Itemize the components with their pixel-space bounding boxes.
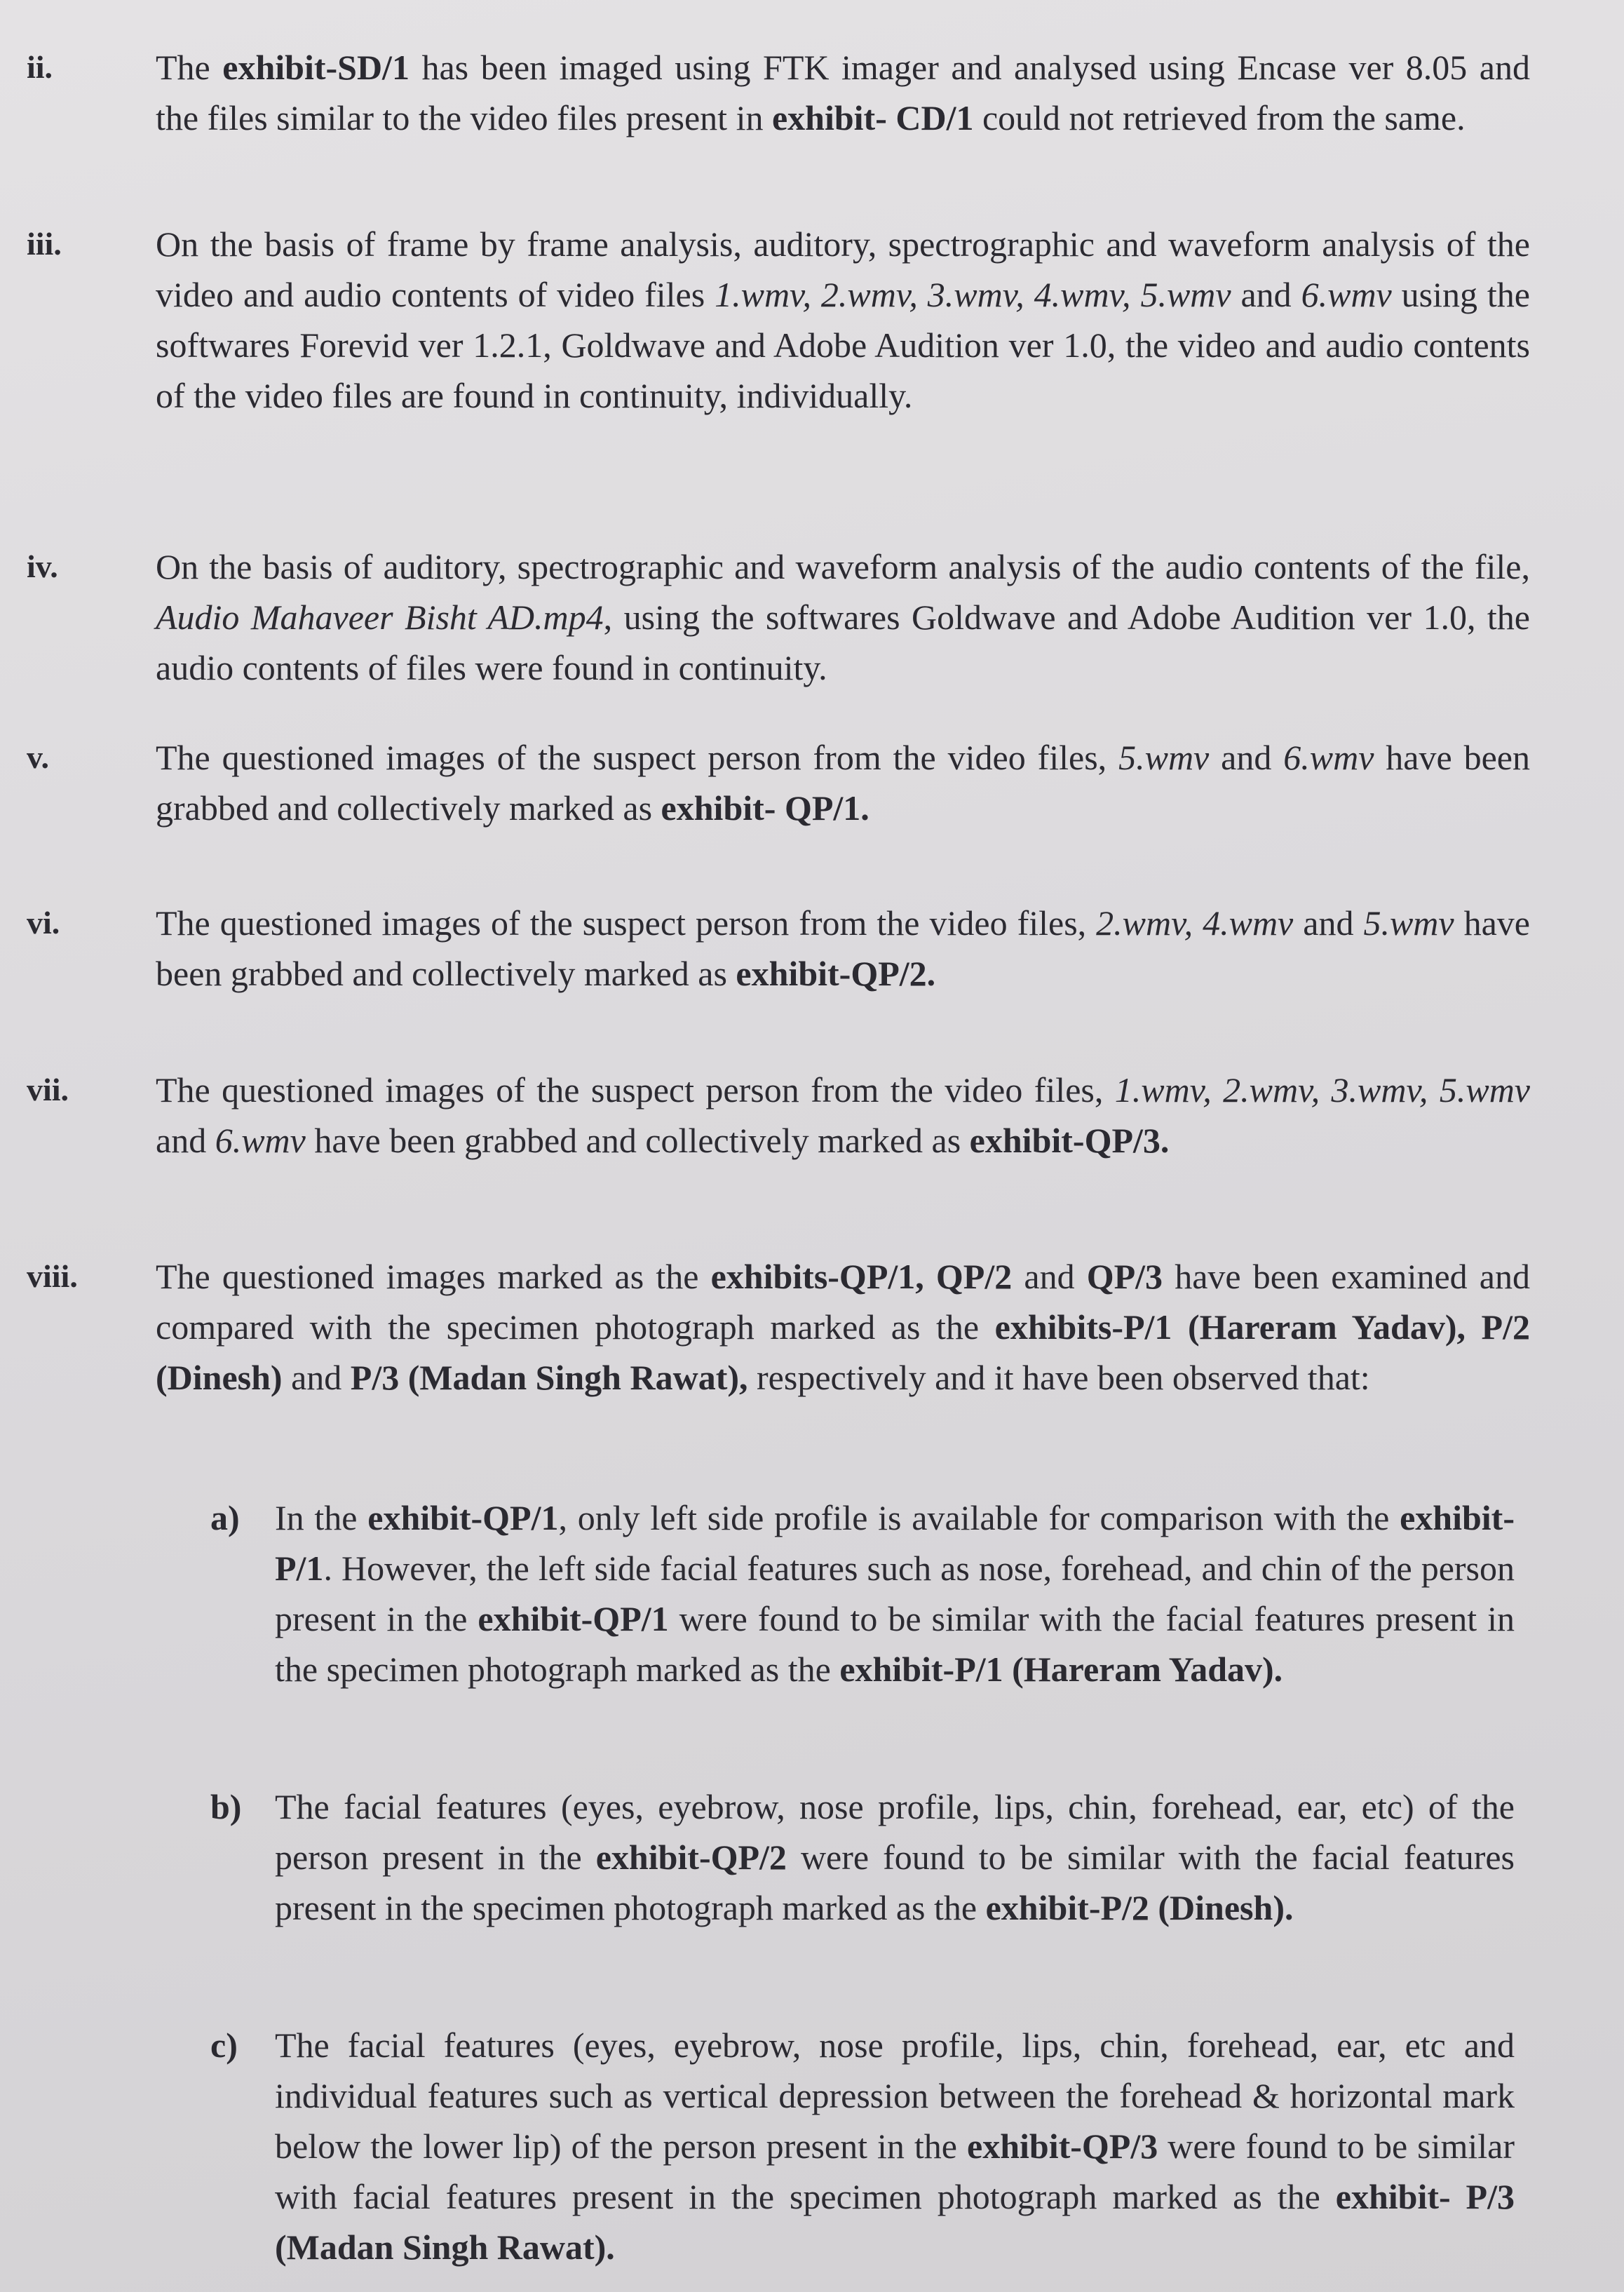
sub-item-a bbox=[210, 1492, 1515, 1694]
bold-text: exhibit-QP/1 bbox=[478, 1599, 669, 1638]
item-number: ii. bbox=[27, 49, 53, 85]
italic-text: Audio Mahaveer Bisht AD.mp4 bbox=[156, 598, 604, 637]
sub-item-letter: b) bbox=[210, 1787, 242, 1826]
item-text bbox=[156, 898, 1530, 999]
bold-text: exhibit-QP/3. bbox=[969, 1121, 1170, 1160]
bold-text: exhibit-QP/1 bbox=[367, 1498, 559, 1537]
text-run: and bbox=[1012, 1257, 1087, 1296]
text-run: The facial features (eyes, eyebrow, nose profile, lips, chin, forehead, ear, etc) of the person present in the bbox=[275, 1787, 1515, 1877]
text-run: The facial features (eyes, eyebrow, nose profile, lips, chin, forehead, ear, etc and individual features such as vertical depression between the forehead & horizontal mark below the lower lip) of the person present in the bbox=[275, 2025, 1515, 2166]
text-run: The questioned images of the suspect person from the video files, bbox=[156, 1070, 1115, 1110]
text-run: , using the softwares Goldwave and Adobe Audition ver 1.0, the audio contents of files were found in continuity. bbox=[156, 598, 1530, 687]
text-run: were found to be similar with facial features present in the specimen photograph marked as the bbox=[275, 2126, 1515, 2216]
bold-text: exhibit-P/1 bbox=[275, 1498, 1515, 1588]
item-number: vi. bbox=[27, 905, 60, 941]
bold-text: exhibit-QP/2. bbox=[736, 954, 936, 993]
text-run: has been imaged using FTK imager and analysed using Encase ver 8.05 and the files similar to the video files present in bbox=[156, 48, 1530, 137]
text-run: . However, the left side facial features such as nose, forehead, and chin of the person present in the bbox=[275, 1549, 1515, 1638]
bold-text: exhibits-QP/1, QP/2 bbox=[710, 1257, 1013, 1296]
text-run: have been grabbed and collectively marked as bbox=[156, 903, 1530, 993]
sub-item-letter: c) bbox=[210, 2025, 238, 2065]
text-run: have been grabbed and collectively marked as bbox=[305, 1121, 970, 1160]
text-run: have been examined and compared with the specimen photograph marked as the bbox=[156, 1257, 1530, 1347]
text-run: The questioned images marked as the bbox=[156, 1257, 711, 1296]
sub-item-letter: a) bbox=[210, 1498, 240, 1537]
text-run: In the bbox=[275, 1498, 368, 1537]
italic-text: 6.wmv bbox=[1283, 738, 1374, 777]
text-run: On the basis of frame by frame analysis, auditory, spectrographic and waveform analysis of the video and audio contents of video files bbox=[156, 224, 1530, 314]
text-run: were found to be similar with the facial features present in the specimen photograph marked as the bbox=[275, 1838, 1515, 1927]
bold-text: P/3 (Madan Singh Rawat), bbox=[350, 1358, 748, 1397]
italic-text: 2.wmv, 4.wmv bbox=[1096, 903, 1294, 943]
bold-text: exhibit-QP/3 bbox=[967, 2126, 1158, 2166]
italic-text: 6.wmv bbox=[1301, 275, 1392, 314]
text-run: respectively and it have been observed that: bbox=[747, 1358, 1370, 1397]
item-text bbox=[156, 42, 1530, 143]
bold-text: exhibits-P/1 (Hareram Yadav), P/2 (Dinesh) bbox=[156, 1307, 1530, 1397]
text-run: were found to be similar with the facial features present in the specimen photograph marked as the bbox=[275, 1599, 1515, 1689]
text-run: have been grabbed and collectively marked as bbox=[156, 738, 1530, 828]
bold-text: exhibit- CD/1 bbox=[771, 98, 974, 137]
text-run: and bbox=[1231, 275, 1301, 314]
bold-text: exhibit-QP/2 bbox=[595, 1838, 787, 1877]
italic-text: 1.wmv, 2.wmv, 3.wmv, 5.wmv bbox=[1114, 1070, 1530, 1110]
item-text bbox=[156, 732, 1530, 833]
text-run: The bbox=[156, 48, 223, 87]
sub-item-text bbox=[275, 2020, 1515, 2272]
text-run: and bbox=[282, 1358, 351, 1397]
text-run: could not retrieved from the same. bbox=[973, 98, 1466, 137]
item-text bbox=[156, 541, 1530, 693]
italic-text: 5.wmv bbox=[1118, 738, 1210, 777]
text-run: On the basis of auditory, spectrographic and waveform analysis of the audio contents of the file, bbox=[156, 547, 1530, 586]
item-number: iii. bbox=[27, 226, 62, 262]
bold-text: exhibit-P/2 (Dinesh). bbox=[985, 1888, 1294, 1927]
sub-item-c bbox=[210, 2020, 1515, 2272]
italic-text: 1.wmv, 2.wmv, 3.wmv, 4.wmv, 5.wmv bbox=[715, 275, 1231, 314]
text-run: The questioned images of the suspect person from the video files, bbox=[156, 738, 1119, 777]
italic-text: 5.wmv bbox=[1363, 903, 1454, 943]
bold-text: exhibit-SD/1 bbox=[222, 48, 410, 87]
item-number: v. bbox=[27, 739, 49, 775]
item-text bbox=[156, 1251, 1530, 1403]
sub-item-text bbox=[275, 1781, 1515, 1933]
text-run: and bbox=[1209, 738, 1284, 777]
bold-text: exhibit- P/3 (Madan Singh Rawat). bbox=[275, 2177, 1515, 2267]
text-run: using the softwares Forevid ver 1.2.1, Goldwave and Adobe Audition ver 1.0, the video and audio contents of the video files are found in continuity, individually. bbox=[156, 275, 1530, 415]
item-number: iv. bbox=[27, 548, 58, 584]
sub-item-text bbox=[275, 1492, 1515, 1694]
sub-item-b bbox=[210, 1781, 1515, 1933]
item-text bbox=[156, 1065, 1530, 1166]
text-run: , only left side profile is available for comparison with the bbox=[558, 1498, 1400, 1537]
italic-text: 6.wmv bbox=[215, 1121, 306, 1160]
bold-text: exhibit- QP/1. bbox=[661, 788, 869, 828]
text-run: and bbox=[156, 1121, 215, 1160]
item-text bbox=[156, 219, 1530, 421]
bold-text: exhibit-P/1 (Hareram Yadav). bbox=[839, 1650, 1283, 1689]
item-number: vii. bbox=[27, 1072, 69, 1107]
text-run: and bbox=[1293, 903, 1364, 943]
text-run: The questioned images of the suspect person from the video files, bbox=[156, 903, 1097, 943]
item-number: viii. bbox=[27, 1258, 78, 1294]
bold-text: QP/3 bbox=[1086, 1257, 1163, 1296]
